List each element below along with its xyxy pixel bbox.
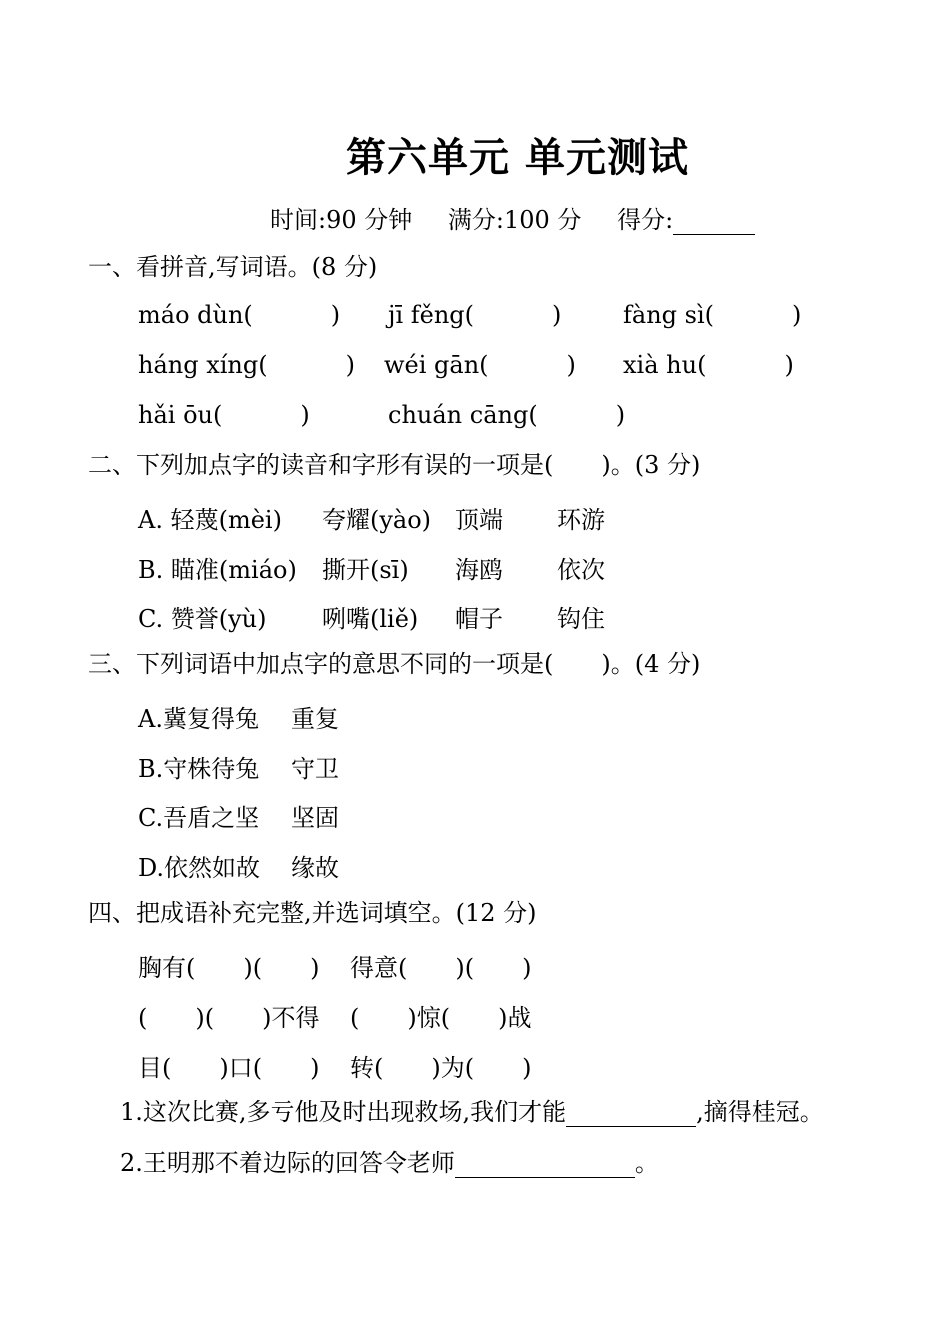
pinyin-item[interactable]: chuán cāng( ) [388, 401, 626, 429]
time-label: 时间:90 分钟 [270, 206, 413, 234]
option-word: 撕开(sī) [322, 556, 409, 584]
option-word: 缘故 [291, 854, 339, 882]
q4-sentence-1: 1.这次比赛,多亏他及时出现救场,我们才能 ,摘得桂冠。 [120, 1098, 824, 1126]
pinyin-item[interactable]: fàng sì( ) [623, 301, 802, 329]
idiom-blank[interactable]: ( )( )不得 [138, 1004, 320, 1032]
pinyin-item[interactable]: háng xíng( ) [138, 351, 355, 379]
option-word: 坚固 [291, 804, 339, 832]
q1-heading: 一、看拼音,写词语。(8 分) [88, 253, 378, 281]
option-word: 依次 [557, 556, 605, 584]
q3-heading: 三、下列词语中加点字的意思不同的一项是( )。(4 分) [88, 650, 701, 678]
pinyin-item[interactable]: wéi gān( ) [384, 351, 576, 379]
pinyin-item[interactable]: xià hu( ) [623, 351, 794, 379]
option-word: 帽子 [455, 605, 503, 633]
idiom-blank[interactable]: ( )惊( )战 [350, 1004, 532, 1032]
sentence-1-blank[interactable] [566, 1100, 696, 1127]
option-word: 海鸥 [455, 556, 503, 584]
idiom-blank[interactable]: 胸有( )( ) [138, 954, 320, 982]
pinyin-item[interactable]: máo dùn( ) [138, 301, 341, 329]
option-word: B. 瞄准(miáo) [138, 556, 297, 584]
idiom-blank[interactable]: 目( )口( ) [138, 1054, 320, 1082]
score-blank[interactable] [673, 208, 755, 235]
full-score-label: 满分:100 分 [447, 206, 582, 234]
option-word: 顶端 [455, 506, 503, 534]
pinyin-item[interactable]: jī fěng( ) [388, 301, 562, 329]
option-word: A. 轻蔑(mèi) [138, 506, 282, 534]
q4-sentence-2: 2.王明那不着边际的回答令老师 。 [120, 1149, 659, 1177]
exam-info [270, 200, 755, 235]
option-word: C. 赞誉(yù) [138, 605, 267, 633]
option-word: 钩住 [557, 605, 605, 633]
pinyin-item[interactable]: hǎi ōu( ) [138, 401, 310, 429]
option-word: B.守株待兔 [138, 755, 260, 783]
option-word: C.吾盾之坚 [138, 804, 260, 832]
score-label: 得分: [617, 206, 674, 234]
idiom-blank[interactable]: 转( )为( ) [350, 1054, 532, 1082]
option-word: 重复 [291, 705, 339, 733]
option-word: 守卫 [291, 755, 339, 783]
option-word: D.依然如故 [138, 854, 261, 882]
idiom-blank[interactable]: 得意( )( ) [350, 954, 532, 982]
option-word: 夸耀(yào) [322, 506, 432, 534]
option-word: 环游 [557, 506, 605, 534]
page-title: 第六单元 单元测试 [346, 134, 689, 181]
sentence-2-blank[interactable] [455, 1151, 635, 1178]
option-word: A.冀复得兔 [138, 705, 259, 733]
q2-heading: 二、下列加点字的读音和字形有误的一项是( )。(3 分) [88, 451, 701, 479]
option-word: 咧嘴(liě) [322, 605, 419, 633]
q4-heading: 四、把成语补充完整,并选词填空。(12 分) [88, 899, 537, 927]
